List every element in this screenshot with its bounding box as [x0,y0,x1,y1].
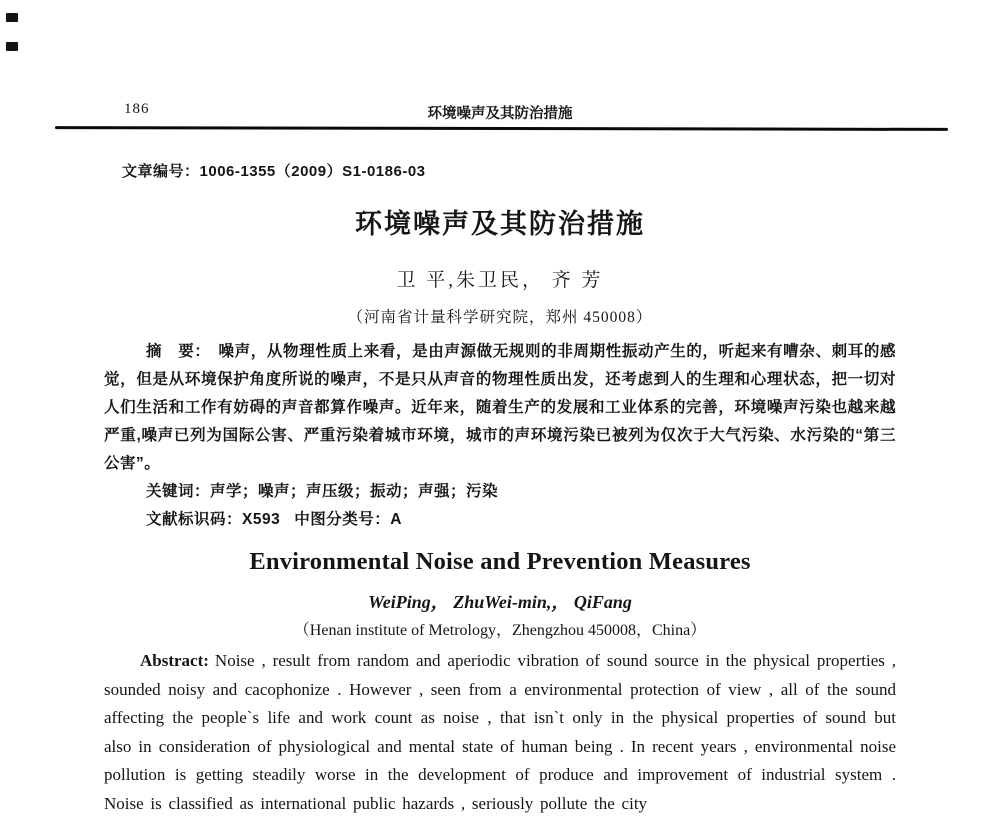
keywords-line [104,478,896,506]
clc-value: A [390,511,402,528]
article-number-value: 1006-1355（2009）S1-0186-03 [199,163,426,180]
english-abstract-label: Abstract: [140,651,209,670]
chinese-title: 环境噪声及其防治措施 [355,209,645,239]
header-rule [55,126,948,131]
doc-code-label: 文献标识码： [146,511,243,528]
english-affiliation: （Henan institute of Metrology，Zhengzhou 450008，China） [293,622,707,639]
chinese-abstract [104,338,896,478]
clc-label: 中图分类号： [294,511,391,528]
keywords-label: 关键词： [146,483,211,500]
english-abstract [104,647,896,818]
running-title: 环境噪声及其防治措施 [427,106,573,122]
keywords-text: 声学；噪声；声压级；振动；声强；污染 [210,483,499,500]
chinese-abstract-label: 摘 要： [146,343,211,360]
article-number-line [122,160,426,181]
scan-artifact [6,13,18,22]
page-number: 186 [124,101,150,117]
chinese-abstract-text: 噪声，从物理性质上来看，是由声源做无规则的非周期性振动产生的，听起来有嘈杂、刺耳的感觉，但是从环境保护角度所说的噪声，不是只从声音的物理性质出发，还考虑到人的生理和心理状态，把一切对人们生活和工作有妨碍的声音都算作噪声。近年来，随着生产的发展和工业体系的完善，环境噪声污染也越来越严重,噪声已列为国际公害、严重污染着城市环境，城市的声环境污染已被列为仅次于大气污染、水污染的“第三公害”。 [104,343,896,472]
english-title: Environmental Noise and Prevention Measures [249,548,751,575]
english-abstract-text: Noise , result from random and aperiodic vibration of sound source in the physical properties , sounded noisy and cacophonize . However , seen from a environmental protection of view , all of the sound affecting the people`s life and work count as noise , that isn`t only in the physical properties of sound but also in consideration of physiological and mental state of human being . In recent years , environmental noise pollution is getting steadily worse in the development of produce and improvement of industrial system . Noise is classified as international public hazards , seriously pollute the city [104,651,896,813]
doc-code-value: X593 [242,511,281,528]
english-authors: WeiPing， ZhuWei-min,， QiFang [368,592,632,612]
article-number-label: 文章编号： [122,163,200,180]
scan-artifact [6,42,18,51]
chinese-authors: 卫 平,朱卫民， 齐 芳 [396,270,604,291]
chinese-affiliation: （河南省计量科学研究院，郑州 450008） [347,309,653,326]
main-column [104,196,896,818]
classification-line [104,506,896,534]
